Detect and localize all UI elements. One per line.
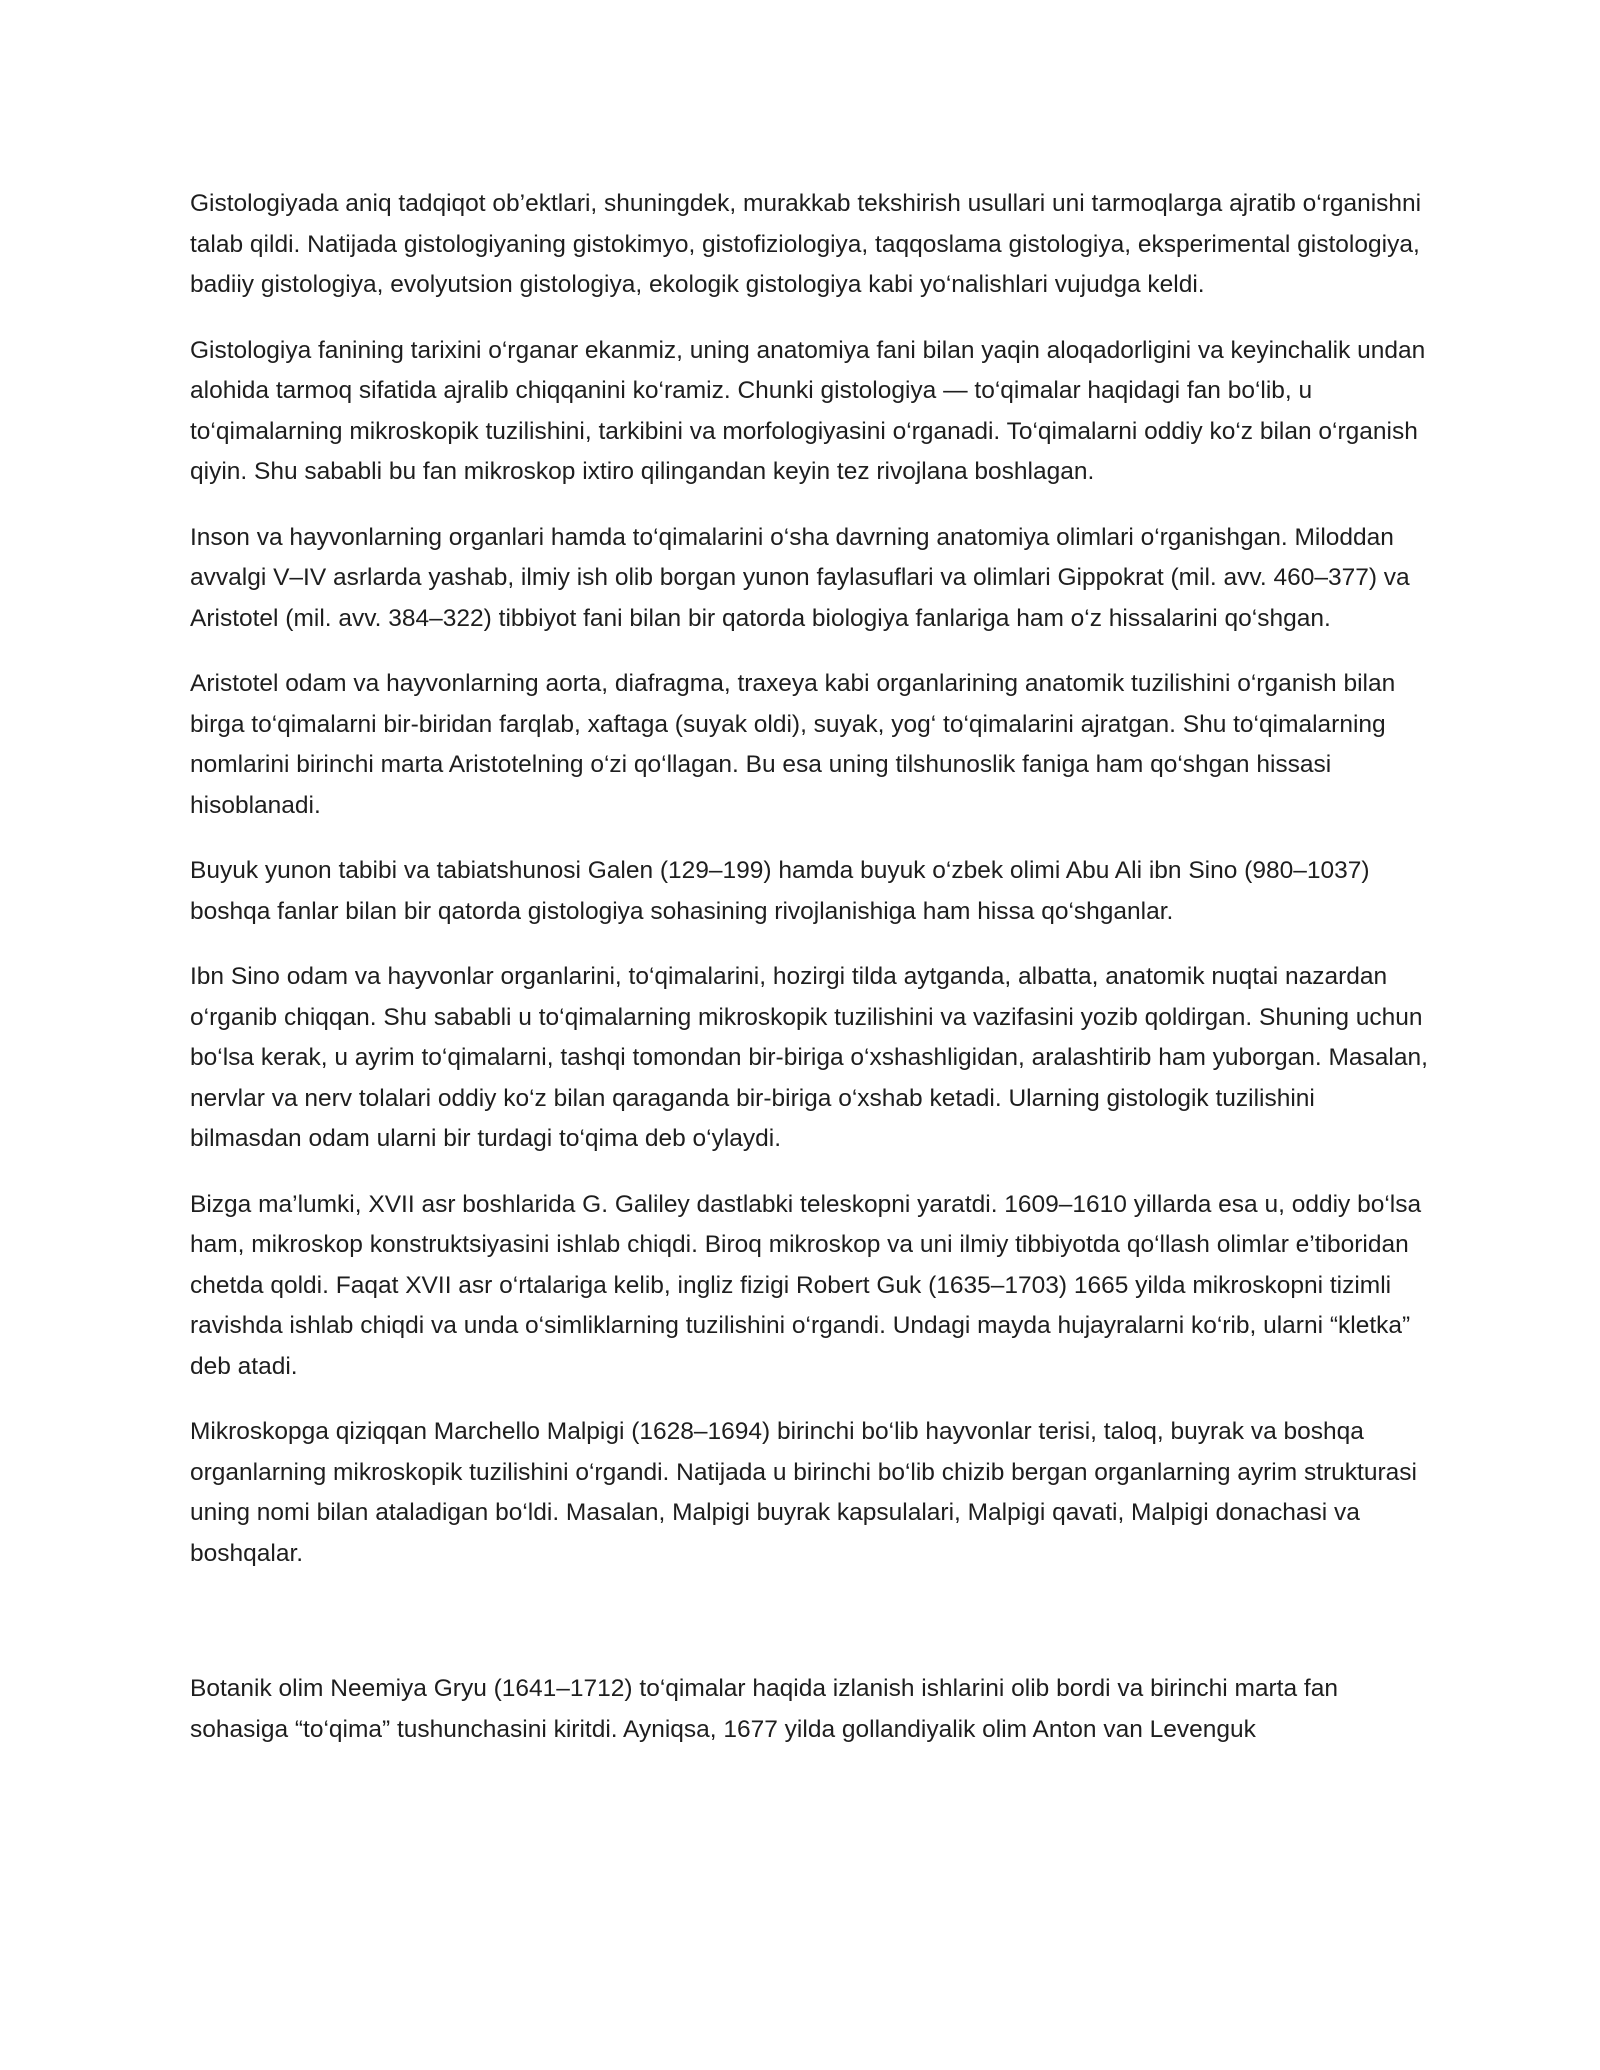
paragraph-6: Ibn Sino odam va hayvonlar organlarini, to‘qimalarini, hozirgi tilda aytganda, albatta, anatomik nuqtai nazardan o‘rganib chiqqan. Shu sababli u to‘qimalarning mikroskopik tuzilishini va vazifasini yozib qoldirgan. Shuning uchun bo‘lsa kerak, u ayrim to‘qimalarni, tashqi tomondan bir-biriga o‘xshashligidan, aralashtirib ham yuborgan. Masalan, nervlar va nerv tolalari oddiy ko‘z bilan qaraganda bir-biriga o‘xshab ketadi. Ularning gistologik tuzilishini bilmasdan odam ularni bir turdagi to‘qima deb o‘ylaydi. (190, 963, 1428, 1152)
paragraph-2: Gistologiya fanining tarixini o‘rganar ekanmiz, uning anatomiya fani bilan yaqin aloqadorligini va keyinchalik undan alohida tarmoq sifatida ajralib chiqqanini ko‘ramiz. Chunki gistologiya — to‘qimalar haqidagi fan bo‘lib, u to‘qimalarning mikroskopik tuzilishini, tarkibini va morfologiyasini o‘rganadi. To‘qimalarni oddiy ko‘z bilan o‘rganish qiyin. Shu sababli bu fan mikroskop ixtiro qilingandan keyin tez rivojlana boshlagan. (190, 336, 1426, 485)
paragraph-5: Buyuk yunon tabibi va tabiatshunosi Galen (129–199) hamda buyuk o‘zbek olimi Abu Ali ibn Sino (980–1037) boshqa fanlar bilan bir qatorda gistologiya sohasining rivojlanishiga ham hissa qo‘shganlar. (190, 857, 1370, 925)
paragraph-9: Botanik olim Neemiya Gryu (1641–1712) to‘qimalar haqida izlanish ishlarini olib bordi va birinchi marta fan sohasiga “to‘qima” tushunchasini kiritdi. Ayniqsa, 1677 yilda gollandiyalik olim Anton van Levenguk (190, 1675, 1338, 1743)
paragraph-3: Inson va hayvonlarning organlari hamda to‘qimalarini o‘sha davrning anatomiya olimlari o‘rganishgan. Miloddan avvalgi V–IV asrlarda yashab, ilmiy ish olib borgan yunon faylasuflari va olimlari Gippokrat (mil. avv. 460–377) va Aristotel (mil. avv. 384–322) tibbiyot fani bilan bir qatorda biologiya fanlariga ham o‘z hissalarini qo‘shgan. (190, 523, 1410, 632)
paragraph-8: Mikroskopga qiziqqan Marchello Malpigi (1628–1694) birinchi bo‘lib hayvonlar terisi, taloq, buyrak va boshqa organlarning mikroskopik tuzilishini o‘rgandi. Natijada u birinchi bo‘lib chizib bergan organlarning ayrim strukturasi uning nomi bilan ataladigan bo‘ldi. Masalan, Malpigi buyrak kapsulalari, Malpigi qavati, Malpigi donachasi va boshqalar. (190, 1418, 1417, 1567)
paragraph-4: Aristotel odam va hayvonlarning aorta, diafragma, traxeya kabi organlarining anatomik tuzilishini o‘rganish bilan birga to‘qimalarni bir-biridan farqlab, xaftaga (suyak oldi), suyak, yog‘ to‘qimalarini ajratgan. Shu to‘qimalarning nomlarini birinchi marta Aristotelning o‘zi qo‘llagan. Bu esa uning tilshunoslik faniga ham qo‘shgan hissasi hisoblanadi. (190, 670, 1396, 819)
paragraph-7: Bizga ma’lumki, XVII asr boshlarida G. Galiley dastlabki teleskopni yaratdi. 1609–1610 yillarda esa u, oddiy bo‘lsa ham, mikroskop konstruktsiyasini ishlab chiqdi. Biroq mikroskop va uni ilmiy tibbiyotda qo‘llash olimlar e’tiboridan chetda qoldi. Faqat XVII asr o‘rtalariga kelib, ingliz fizigi Robert Guk (1635–1703) 1665 yilda mikroskopni tizimli ravishda ishlab chiqdi va unda o‘simliklarning tuzilishini o‘rgandi. Undagi mayda hujayralarni ko‘rib, ularni “kletka” deb atadi. (190, 1190, 1422, 1380)
document-body (190, 184, 1430, 1775)
paragraph-1: Gistologiyada aniq tadqiqot ob’ektlari, shuningdek, murakkab tekshirish usullari uni tarmoqlarga ajratib o‘rganishni talab qildi. Natijada gistologiyaning gistokimyo, gistofiziologiya, taqqoslama gistologiya, eksperimental gistologiya, badiiy gistologiya, evolyutsion gistologiya, ekologik gistologiya kabi yo‘nalishlari vujudga keldi. (190, 190, 1422, 298)
